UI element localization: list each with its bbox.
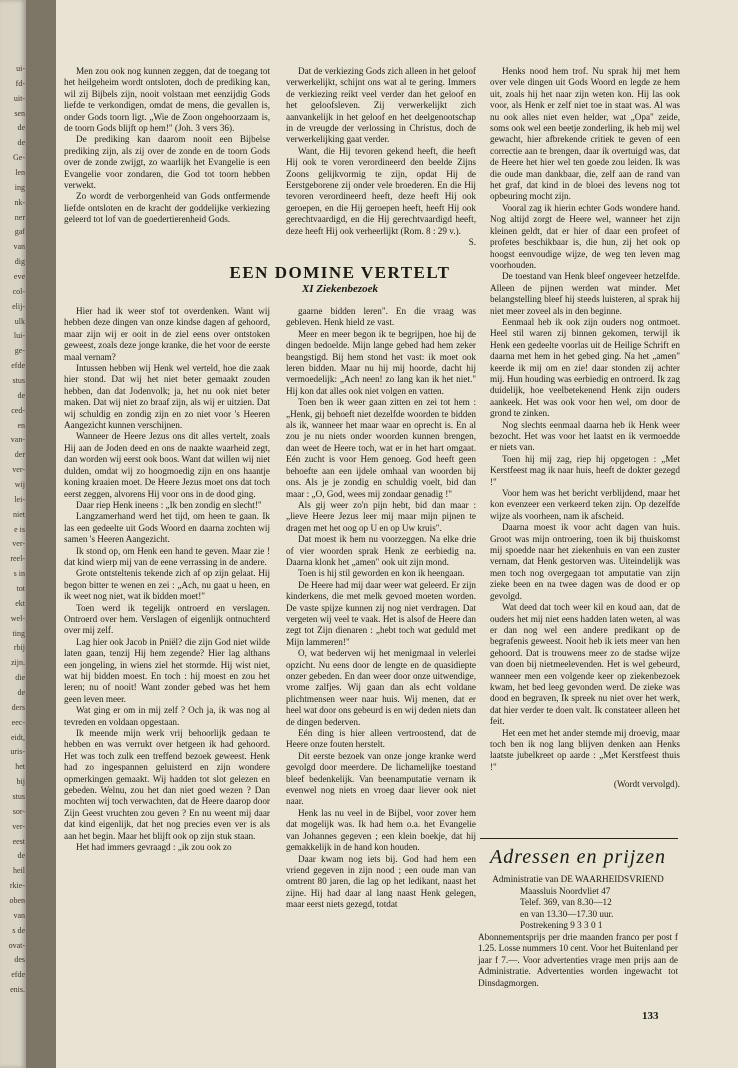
- edge-text-fragment: lui-: [13, 331, 25, 341]
- paragraph: De prediking kan daarom nooit een Bijbelse prediking zijn, als zij over de zonde en de toorn Gods over de zonde zwijgt, zo waarlijk het Evangelie is een Evangelie voor zondaren, die God tot toorn hebben verwekt.: [64, 134, 270, 191]
- paragraph: Dit eerste bezoek van onze jonge kranke werd gevolgd door meerdere. De lichamelijke toestand bleef bedenkelijk. Van beenamputatie vernam ik evenwel nog niets en vroeg daar liever ook niet naar.: [286, 750, 476, 807]
- paragraph: Ik stond op, om Henk een hand te geven. Maar zie ! dat kind wierp mij van de eene verrassing in de andere.: [64, 545, 270, 567]
- paragraph: Toen ben ik weer gaan zitten en zei tot hem : „Henk, gij behoeft niet dezelfde woorden te bidden als ik, wanneer het maar waar en oprecht is. En al zou je nu niets onder woorden kunnen brengen, dan weet de Heere toch, wat er in het hart omgaat. Eén zucht is voor Hem genoeg. God heeft geen behoefte aan een ijdele omhaal van woorden bij ons. Als je je zondig en schuldig voelt, bid dan maar : „O, God, wees mij zondaar genadig !": [286, 397, 476, 499]
- edge-text-fragment: rkie-: [9, 881, 25, 891]
- edge-text-fragment: ders: [11, 702, 25, 712]
- paragraph: Als gij weer zo'n pijn hebt, bid dan maar : „lieve Heere Jezus leer mij maar mijn pijnen te dragen met het oog op U en op Uw kruis".: [286, 499, 476, 533]
- edge-text-fragment: ing: [14, 182, 25, 192]
- edge-text-fragment: len: [15, 168, 25, 177]
- edge-text-fragment: wel-: [10, 613, 25, 623]
- edge-text-fragment: niet: [13, 509, 25, 519]
- edge-text-fragment: de: [17, 390, 25, 400]
- addresses-title: Adressen en prijzen: [489, 846, 666, 868]
- edge-text-fragment: eidt,: [11, 732, 25, 742]
- paragraph: Daar kwam nog iets bij. God had hem een vriend gegeven in zijn nood ; een oude man van omtrent 80 jaren, die lag op het ledikant, naast het zijne. Hij had daar al lang naast Henk gelegen, maar eerst niets gezegd, totdat: [286, 853, 476, 910]
- edge-text-fragment: gaf: [14, 227, 25, 237]
- article-column-1: [64, 306, 270, 1026]
- book-gutter: [26, 0, 56, 1068]
- edge-text-fragment: sen: [14, 108, 25, 118]
- edge-text-fragment: fd-: [15, 78, 25, 88]
- paragraph: Het had immers gevraagd : „ik zou ook zo: [76, 842, 232, 853]
- paragraph: Want, die Hij tevoren gekend heeft, die heeft Hij ook te voren verordineerd den beelde Zijns Zoons gelijkvormig te zijn, opdat Hij de Eerstgeborene zij onder vele broederen. En die Hij tevoren verordineerd heeft, deze heeft Hij ook geroepen, en die Hij geroepen heeft, heeft Hij ook gerechtvaardigd, en die Hij gerechtvaardigd heeft, deze heeft Hij ook verheerlijkt (Rom. 8 : 29 v.).: [286, 145, 476, 236]
- edge-text-fragment: der: [14, 450, 25, 460]
- previous-page-edge: [0, 0, 26, 1068]
- edge-text-fragment: e is: [14, 524, 25, 534]
- edge-text-fragment: s de: [12, 925, 25, 935]
- edge-text-fragment: nk-: [14, 197, 25, 207]
- author-signature: S.: [468, 237, 476, 248]
- edge-text-fragment: ovat-: [8, 940, 25, 950]
- edge-text-fragment: eve: [13, 272, 25, 281]
- section-divider: [480, 838, 678, 839]
- paragraph: Dat moest ik hem nu voorzeggen. Na elke drie of vier woorden sprak Henk ze eerbiedig na. Daarna klonk het „amen" ook uit zijn mond.: [286, 534, 476, 567]
- paragraph: Nog slechts eenmaal daarna heb ik Henk weer bezocht. Het was voor het laatst en ik vermoedde er niets van.: [490, 419, 680, 453]
- paragraph: Lag hier ook Jacob in Pniël? die zijn God niet wilde laten gaan, tenzij Hij hem zegende? Hier lag althans een jongeling, in wiens ziel het stormde. Hij wist niet, wat hij bidden moest. En toch : hij moest en zou het leren; nu of nooit! Want zonder gebed was het hem geen leven meer.: [64, 636, 270, 704]
- edge-text-fragment: wij: [14, 480, 25, 489]
- edge-text-fragment: ced-: [11, 405, 25, 415]
- article-title: EEN DOMINE VERTELT: [229, 263, 451, 282]
- paragraph: Eenmaal heb ik ook zijn ouders nog ontmoet. Heel stil waren zij binnen gekomen, terwijl ik Henk een gedeelte voorlas uit de Heilige Schrift en daarna met hem in het gebed ging. Na het „amen" keerde ik mij om en zie! daar stonden zij achter mij. Hun houding was eerbiedig en ontroerd. Ik zag duidelijk, hoe veelbetekenend Henk zijn ouders aankeek. Het was ook voor hen wel, om door de grond te zinken.: [490, 316, 680, 419]
- edge-text-fragment: eest: [12, 836, 25, 846]
- subscription-prices: Abonnementsprijs per drie maanden franco per post f 1.25. Losse nummers 10 cent. Voor het Buitenland per jaar f 7.—. Voor advertenties vrage men prijs aan de Administratie. Advertenties worden ingewacht tot Dinsdagmorgen.: [478, 931, 678, 988]
- article-column-3: [490, 66, 680, 824]
- paragraph: Voor hem was het bericht verblijdend, maar het kon evenzeer een verkeerd teken zijn. Op dezelfde wijze als voorheen, nam ik afscheid.: [490, 488, 680, 521]
- edge-text-fragment: ekt: [15, 598, 25, 608]
- edge-text-fragment: efde: [11, 970, 25, 980]
- paragraph: Grote ontsteltenis tekende zich af op zijn gelaat. Hij begon bitter te wenen en zei : „Ach, nu gaat u heen, en ik weet nog niet, wat ik bidden moet!": [64, 568, 270, 602]
- edge-text-fragment: eeс-: [11, 717, 25, 727]
- administration-name: Administratie van DE WAARHEIDSVRIEND: [492, 874, 664, 884]
- to-be-continued: (Wordt vervolgd).: [613, 779, 680, 790]
- edge-text-fragment: die: [15, 673, 25, 683]
- paragraph: Meer en meer begon ik te begrijpen, hoe hij de dingen bedoelde. Mijn lange gebed had hem zeker beangstigd. Bij hem stond het vast: ik moet ook leren bidden. Maar nu hij mij hoorde, dacht hij vermoedelijk: „Ach neen! zo lang kan ik het niet." Hij kon dat alles ook niet volgen en vatten.: [286, 328, 476, 396]
- edge-text-fragment: s in: [13, 569, 25, 579]
- edge-text-fragment: zijn.: [11, 658, 25, 668]
- paragraph: Toen hij mij zag, riep hij opgetogen : „Met Kerstfeest mag ik naar huis, heeft de dokter gezegd !": [490, 453, 680, 487]
- edge-text-fragment: dig: [14, 257, 25, 267]
- edge-text-fragment: ver-: [12, 539, 25, 549]
- edge-text-fragment: stus: [12, 376, 25, 385]
- edge-text-fragment: de: [17, 138, 25, 148]
- paragraph: Henk las nu veel in de Bijbel, voor zover hem dat mogelijk was. Ik had hem o.a. het Evangelie van Johannes gegeven ; een klein boekje, dat hij gemakkelijk in de hand kon houden.: [286, 807, 476, 853]
- edge-text-fragment: enis.: [10, 985, 25, 995]
- edge-text-fragment: van: [13, 242, 25, 252]
- paragraph: Dat de verkiezing Gods zich alleen in het geloof verwerkelijkt, schijnt ons wat al te gering. Immers de verkiezing reikt veel verder dan het geloof en het geloofsleven. Zij verwerkelijkt zich aanvankelijk in het geloof en het deelgenootschap in de vreugde der verlossing in Christus, doch de verwerkelijking gaat verder.: [286, 66, 476, 145]
- edge-text-fragment: sor-: [12, 806, 25, 816]
- paragraph: gaarne bidden leren". En die vraag was gebleven. Henk hield ze vast.: [286, 306, 476, 328]
- edge-text-fragment: reel-: [10, 554, 25, 564]
- edge-text-fragment: rbij: [13, 643, 25, 653]
- edge-text-fragment: col-: [12, 286, 25, 296]
- paragraph: Intussen hebben wij Henk wel verteld, hoe die zaak hier stond. Dat wij het niet beter gemaakt zouden hebben, dan dat Jodenvolk; ja, het nu ook niet beter maken. Dat wij niet zo braaf zijn, als wij er uitzien. Dat wij schuldig en zondig zijn en zo niet voor 's Heeren Aangezicht kunnen verschijnen.: [64, 363, 270, 431]
- paragraph: Hier had ik weer stof tot overdenken. Want wij hebben deze dingen van onze kindse dagen af gehoord, maar zijn wij er ooit in de ziel eens over ontstoken geweest, zoals deze jonge kranke, die het voor de eerste maal vernam?: [64, 306, 270, 362]
- edge-text-fragment: efde: [11, 361, 25, 371]
- street-address: Maassluis Noordvliet 47: [520, 885, 611, 896]
- edge-text-fragment: tot: [16, 584, 25, 593]
- paragraph: Vooral zag ik hierin echter Gods wondere hand. Nog altijd zorgt de Heere wel, wanneer het zijn kleinen geldt, dat er hier of daar een profeet of profetes beschikbaar is, die hun, zij het ook op hoogst eenvoudige wijze, de weg ten leven mag voorhouden.: [490, 202, 680, 270]
- edge-text-fragment: stus: [12, 792, 25, 801]
- edge-text-fragment: ulk: [14, 316, 25, 326]
- edge-text-fragment: oben: [9, 896, 25, 905]
- edge-text-fragment: bij: [16, 777, 25, 787]
- edge-text-fragment: uris-: [10, 747, 25, 757]
- edge-text-fragment: de: [17, 688, 25, 697]
- paragraph: Ik meende mijn werk vrij behoorlijk gedaan te hebben en was verrukt over hetgeen ik had gehoord. Het was toch zulk een treffend bezoek geweest. Henk had zo ingespannen geluisterd en zijn wondere opmerkingen gemaakt. Wij hadden tot slot gelezen en gebeden. Welnu, zou het dan niet goed wezen ? Dan mochten wij toch verwachten, dat de Heere daarop door Zijn Geest vruchten zou geven ? En nu weent mij daar dat kind eigenlijk, dat het nog precies even ver is als aan het begin. Maar het blijft ook op zijn stuk staan.: [64, 728, 270, 841]
- edge-text-fragment: des: [14, 955, 25, 965]
- paragraph: Daar riep Henk ineens : „Ik ben zondig en slecht!": [76, 499, 262, 510]
- intro-column-left: [64, 66, 270, 244]
- edge-text-fragment: de: [17, 123, 25, 133]
- paragraph: Langzamerhand werd het tijd, om heen te gaan. Ik las een gedeelte uit Gods Woord en daarna zochten wij samen 's Heeren Aangezicht.: [64, 511, 270, 545]
- edge-text-fragment: Ge-: [13, 153, 25, 163]
- edge-text-fragment: en: [17, 420, 25, 430]
- edge-text-fragment: ui-: [16, 64, 25, 73]
- phone-hours-2: en van 13.30—17.30 uur.: [520, 908, 614, 919]
- edge-text-fragment: van-: [10, 435, 25, 445]
- edge-text-fragment: de: [17, 851, 25, 861]
- edge-text-fragment: elij-: [12, 301, 25, 311]
- article-column-2: [286, 306, 476, 1026]
- intro-column-right: [286, 66, 476, 256]
- paragraph: Daarna moest ik voor acht dagen van huis. Groot was mijn ontroering, toen ik bij thuiskomst mij spoedde naar het ziekenhuis en van een zuster vernam, dat Henk gestorven was. Uiteindelijk was men toch nog overgegaan tot amputatie van zijn zieke been en na twee dagen was de dood er op gevolgd.: [490, 522, 680, 601]
- paragraph: De toestand van Henk bleef ongeveer hetzelfde. Alleen de pijnen werden wat minder. Met belangstelling bleef hij steeds luisteren, al sprak hij niet meer zoveel als in den beginne.: [490, 271, 680, 316]
- paragraph: Wanneer de Heere Jezus ons dit alles vertelt, zoals Hij aan de Joden deed en ons de naakte waarheid zegt, dan worden wij eerst ook boos. Want dat willen wij niet dulden, omdat wij zo hoogmoedig zijn en ons haantje koning kraaien moet. De Heere Jezus moet ons dat toch eerst zeggen, alvorens Hij voor ons in de dood ging.: [64, 431, 270, 499]
- article-subtitle: XI Ziekenbezoek: [301, 283, 379, 295]
- paragraph: Toen werd ik tegelijk ontroerd en verslagen. Ontroerd over hem. Verslagen of eigenlijk ontnuchterd over mij zelf.: [64, 602, 270, 636]
- edge-text-fragment: heil: [13, 866, 25, 876]
- edge-text-fragment: lei-: [14, 494, 25, 504]
- edge-text-fragment: ner: [14, 212, 25, 222]
- edge-text-fragment: het: [15, 762, 25, 772]
- edge-text-fragment: uit-: [13, 93, 25, 103]
- phone-hours: Telef. 369, van 8.30—12: [520, 897, 612, 907]
- paragraph: Men zou ook nog kunnen zeggen, dat de toegang tot het heilgeheim wordt ontsloten, doch de prediking kan, wil zij Bijbels zijn, nooit volstaan met eenzijdig Gods liefde te verkondigen, omdat de mens, die gevallen is, onder Gods toorn ligt. „Wie de Zoon ongehoorzaam is, de toorn Gods blijft op hem!" (Joh. 3 vers 36).: [64, 66, 270, 134]
- paragraph: Wat ging er om in mij zelf ? Och ja, ik was nog al tevreden en voldaan opgestaan.: [64, 705, 270, 727]
- edge-text-fragment: ting: [12, 628, 25, 638]
- postal-account: Postrekening 9 3 3 0 1: [520, 920, 603, 930]
- paragraph: Eén ding is hier alleen vertroostend, dat de Heere onze fouten herstelt.: [286, 728, 476, 750]
- paragraph: O, wat bederven wij het menigmaal in velerlei opzicht. Nu eens door de lengte en de quasidiepte onzer gebeden. En dan weer door onze uitwendige, vrome zalfjes. Wij gaan dan als echt voldane plichtmensen weer naar huis. Wij menen, dat er heel wat door ons gebeurd is en wij deden niets dan de dingen bederven.: [286, 648, 476, 727]
- paragraph: Zo wordt de verborgenheid van Gods ontfermende liefde ontsloten en de kracht der goddelijke verkiezing geleerd tot lof van de goedertierenheid Gods.: [64, 191, 270, 225]
- paragraph: Henks nood hem trof. Nu sprak hij met hem over vele dingen uit Gods Woord en legde ze hem uit, zoals hij het naar zijn weten kon. Hij las ook voor, als Henk er zelf niet toe in staat was. Al was nu ook alles niet even helder, wat „Opa" zeide, soms ook wel een beetje zonderling, ik heb mij wel gewacht, hier afbrekende critiek te geven of een correctie aan te brengen, daar ik overtuigd was, dat de Heere het hier wel ten goede zou leiden. Ik was die oude man dankbaar, die, zelf aan de rand van het graf, dat kind in de bloei des levens nog tot opbeuring mocht zijn.: [490, 66, 680, 202]
- edge-text-fragment: van: [13, 910, 25, 920]
- paragraph: Toen is hij stil geworden en kon ik heengaan.: [298, 568, 465, 579]
- page-number: 133: [642, 1010, 659, 1022]
- paragraph: De Heere had mij daar weer wat geleerd. Er zijn kinderkens, die met melk gevoed moeten worden. De vaste spijze kunnen zij nog niet verdragen. Dat vergeten wij veel te vaak. Het is alsof de Heere dan zegt tot Zijn dienaren : „hebt toch wat geduld met Mijn lammeren!": [286, 579, 476, 647]
- edge-text-fragment: ver-: [12, 465, 25, 475]
- addresses-box: [478, 874, 678, 989]
- edge-text-fragment: ver-: [12, 821, 25, 831]
- edge-text-fragment: ge-: [14, 346, 25, 356]
- paragraph: Wat deed dat toch weer kil en koud aan, dat de ouders het mij niet eens hadden laten weten, al was er dan nog wel een andere predikant op de begrafenis geweest. Nooit heb ik iets meer van hen gehoord. Dat is trouwens meer zo de stadse wijze van doen bij nietmeelevenden. Het is wel gebeurd, wanneer men een volgende keer op ziekenbezoek kwam, het bed leeg gevonden werd. De zieke was dood en begraven, Ik spreek nu niet over het werk, dat hier verder te doen valt. Ik constateer alleen het feit.: [490, 602, 680, 727]
- paragraph: Het een met het ander stemde mij droevig, maar toch ben ik nog lang blijven denken aan Henks laatste jubelkreet op aarde : „Met Kerstfeest thuis !": [490, 727, 680, 772]
